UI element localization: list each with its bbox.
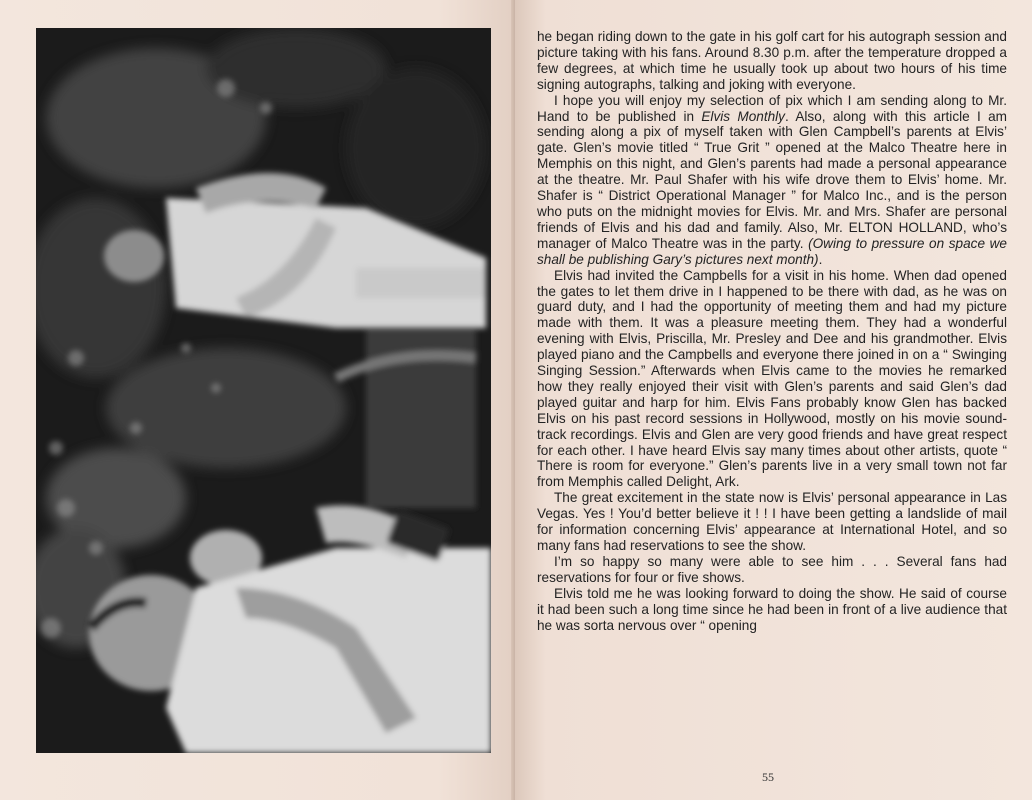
left-page <box>0 0 515 800</box>
paragraph: I’m so happy so many were able to see him . . . Several fans had reservations for four or five shows. <box>537 553 1007 585</box>
photo-image <box>36 28 491 753</box>
paragraph-text: . <box>818 251 823 267</box>
editor-note: (Owing to pressure on space we shall be publishing Gary’s pictures next month) <box>537 235 1007 267</box>
photograph <box>36 28 491 753</box>
paragraph: he began riding down to the gate in his golf cart for his autograph session and picture taking with his fans. Around 8.30 p.m. after the temperature dropped a few degrees, at which time he usually took up about two hours of his time signing autographs, talking and joking with everyone. <box>537 29 1007 92</box>
paragraph-text: . Also, along with this article I am sending along a pix of myself taken with Glen Campbell’s parents at Elvis’ gate. Glen’s movie titled “ True Grit ” opened at the Malco Theatre here in Memphis on this night, and Glen’s parents had made a personal appearance at the theatre. Mr. Paul Shafer with his wife drove them to Elvis’ home. Mr. Shafer is “ District Operational Manager ” for Malco Inc., and is the person who puts on the midnight movies for Elvis. Mr. and Mrs. Shafer are personal friends of Elvis and his dad and family. Also, Mr. ELTON HOLLAND, who’s manager of Malco Theatre was in the party. <box>537 108 1007 251</box>
article-text <box>537 29 1007 633</box>
paragraph <box>537 93 1007 268</box>
paragraph: Elvis had invited the Campbells for a visit in his home. When dad opened the gates to let them drive in I happened to be there with dad, as he was on guard duty, and I had the opportunity of meeting them and had my picture made with them. It was a pleasure meeting them. They had a wonderful evening with Elvis, Priscilla, Mr. Presley and Dee and his grandmother. Elvis played piano and the Campbells and everyone there joined in on a “ Swinging Singing Session.” Afterwards when Elvis came to the movies he remarked how they really enjoyed their visit with Glen’s parents and said Glen’s dad played guitar and harp for him. Elvis Fans probably know Glen has backed Elvis on his past record sessions in Hollywood, mostly on his movie sound-track recordings. Elvis and Glen are very good friends and have great respect for each other. I have heard Elvis say many times about other artists, quote “ There is room for everyone.” Glen’s parents live in a very small town not far from Memphis called Delight, Ark. <box>537 267 1007 490</box>
magazine-title: Elvis Monthly <box>701 108 785 124</box>
paragraph-text: I hope you will enjoy my selection of pix which I am sending along to Mr. Hand to be published in <box>537 92 1007 124</box>
paragraph: The great excitement in the state now is Elvis’ personal appearance in Las Vegas. Yes ! You’d better believe it ! ! I have been getting a landslide of mail for information concerning Elvis’ appearance at International Hotel, and so many fans had reservations to see the show. <box>537 490 1007 553</box>
paragraph: Elvis told me he was looking forward to doing the show. He said of course it had been such a long time since he had been in front of a live audience that he was sorta nervous over “ opening <box>537 585 1007 633</box>
page-number: 55 <box>762 770 774 784</box>
